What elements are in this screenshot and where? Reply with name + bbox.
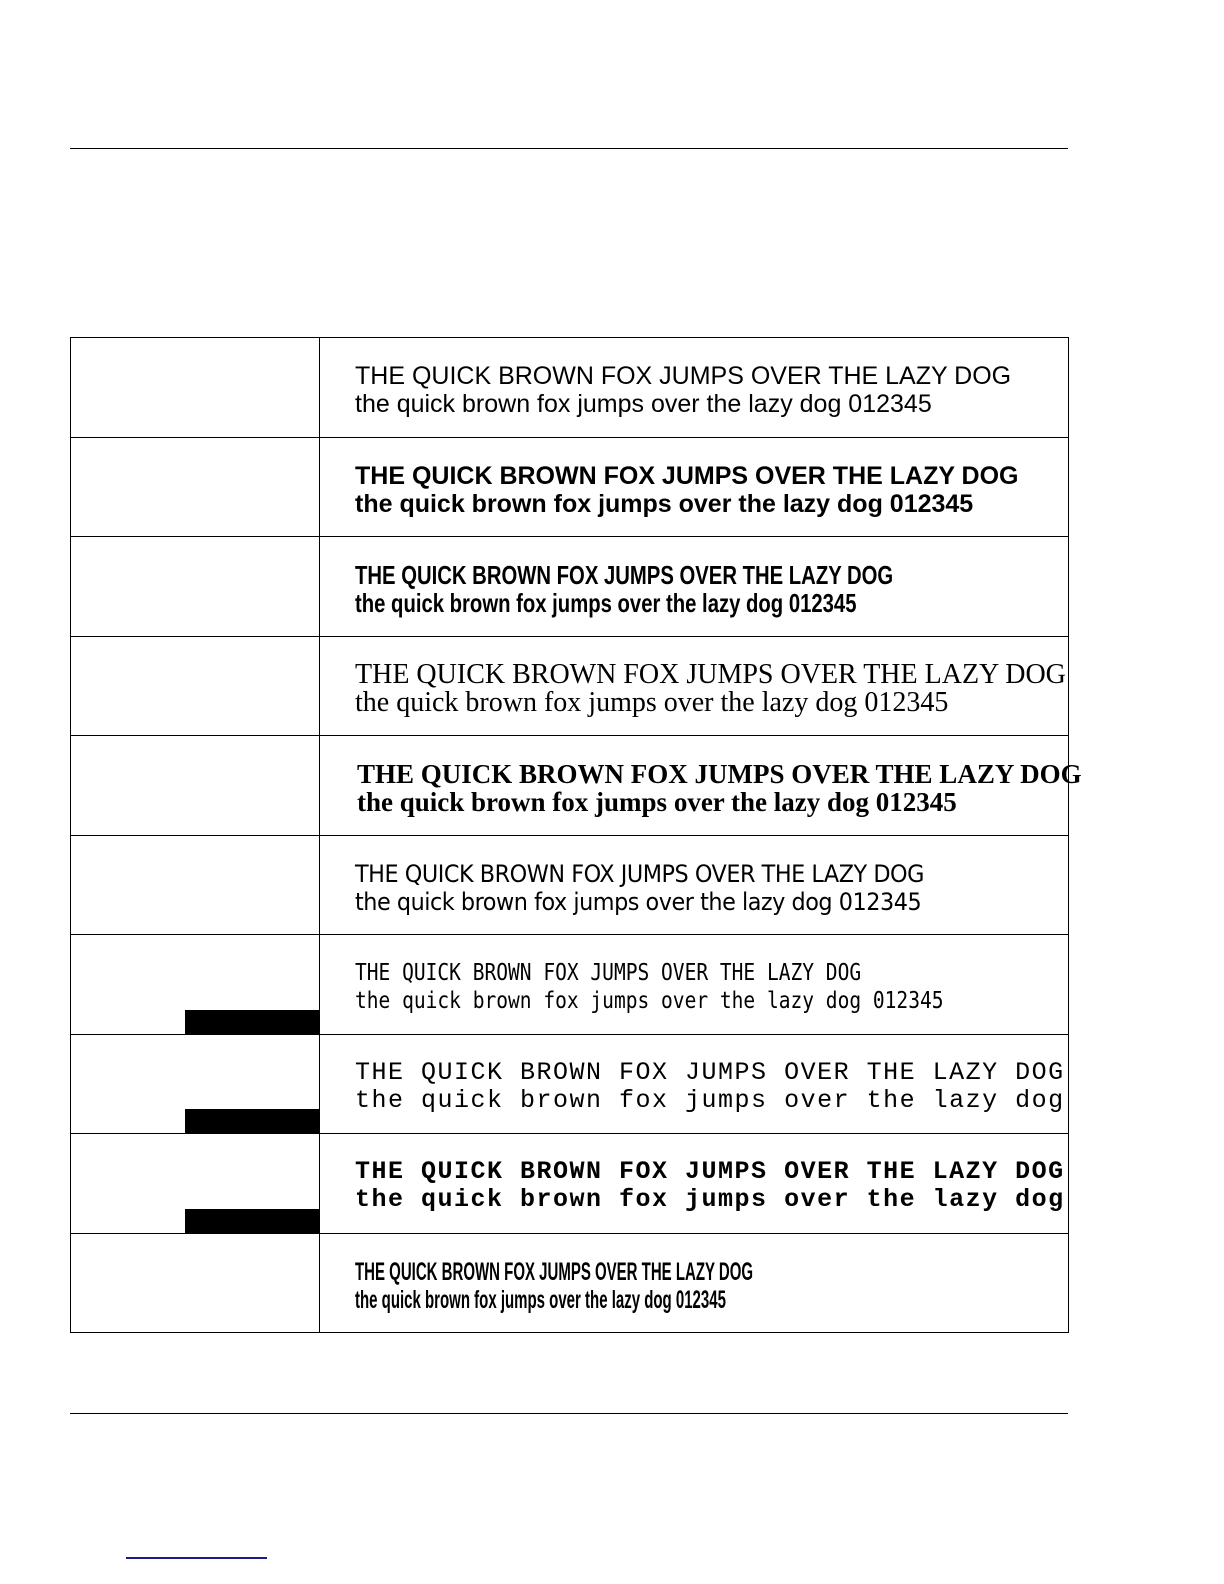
font-label-cell [71,736,320,836]
sample-cell [320,1034,1069,1134]
sample-cell [320,537,1069,637]
sample-lower: the quick brown fox jumps over the lazy dog [355,1085,1065,1115]
sample-upper: THE QUICK BROWN FOX JUMPS OVER THE LAZY DOG [357,759,1082,789]
sample-cell [320,1233,1069,1333]
font-label-cell [71,835,320,935]
sample-lower: the quick brown fox jumps over the lazy dog 012345 [357,787,957,817]
table-row [71,1134,1069,1234]
sample-cell [320,935,1069,1035]
table-row [71,338,1069,438]
sample-upper: THE QUICK BROWN FOX JUMPS OVER THE LAZY DOG [355,658,1066,690]
footer-link-underline[interactable] [126,1557,267,1559]
sample-upper: THE QUICK BROWN FOX JUMPS OVER THE LAZY DOG [355,1057,1065,1087]
sample-cell [320,338,1069,438]
table-row [71,935,1069,1035]
header-rule [70,148,1068,149]
sample-lower: the quick brown fox jumps over the lazy dog 012345 [355,489,974,518]
table-row [71,537,1069,637]
table-row [71,736,1069,836]
table-row [71,636,1069,736]
sample-lower: the quick brown fox jumps over the lazy dog 012345 [355,1285,726,1314]
sample-lower: the quick brown fox jumps over the lazy dog 012345 [355,988,944,1014]
sample-cell [320,736,1082,836]
sample-upper: THE QUICK BROWN FOX JUMPS OVER THE LAZY DOG [355,960,862,986]
font-label-cell [71,1134,320,1234]
sample-cell [320,636,1069,736]
table-row [71,1034,1069,1134]
sample-cell [320,1134,1069,1234]
font-label-cell [71,1034,320,1134]
footer-rule [70,1413,1068,1414]
font-label-cell [71,935,320,1035]
sample-lower: the quick brown fox jumps over the lazy dog 012345 [355,390,932,418]
font-label-cell [71,1233,320,1333]
sample-upper: THE QUICK BROWN FOX JUMPS OVER THE LAZY DOG [355,560,894,590]
table-row [71,835,1069,935]
sample-cell [320,835,1069,935]
sample-upper: THE QUICK BROWN FOX JUMPS OVER THE LAZY DOG [355,1157,1065,1186]
sample-upper: THE QUICK BROWN FOX JUMPS OVER THE LAZY DOG [355,461,1019,490]
table-row [71,437,1069,537]
font-sample-table [70,337,1082,1333]
redaction-bar [185,1209,319,1233]
sample-lower: the quick brown fox jumps over the lazy dog 012345 [355,686,949,718]
redaction-bar [185,1010,319,1034]
sample-upper: THE QUICK BROWN FOX JUMPS OVER THE LAZY DOG [355,362,1012,390]
sample-lower: the quick brown fox jumps over the lazy dog 012345 [355,887,922,916]
sample-cell [320,437,1069,537]
sample-lower: the quick brown fox jumps over the lazy dog 012345 [355,588,857,618]
sample-upper: THE QUICK BROWN FOX JUMPS OVER THE LAZY DOG [355,859,925,888]
table-row [71,1233,1069,1333]
sample-upper: THE QUICK BROWN FOX JUMPS OVER THE LAZY DOG [355,1257,754,1286]
font-label-cell [71,636,320,736]
font-label-cell [71,437,320,537]
font-label-cell [71,537,320,637]
redaction-bar [185,1109,319,1133]
sample-lower: the quick brown fox jumps over the lazy dog [355,1185,1065,1214]
font-label-cell [71,338,320,438]
